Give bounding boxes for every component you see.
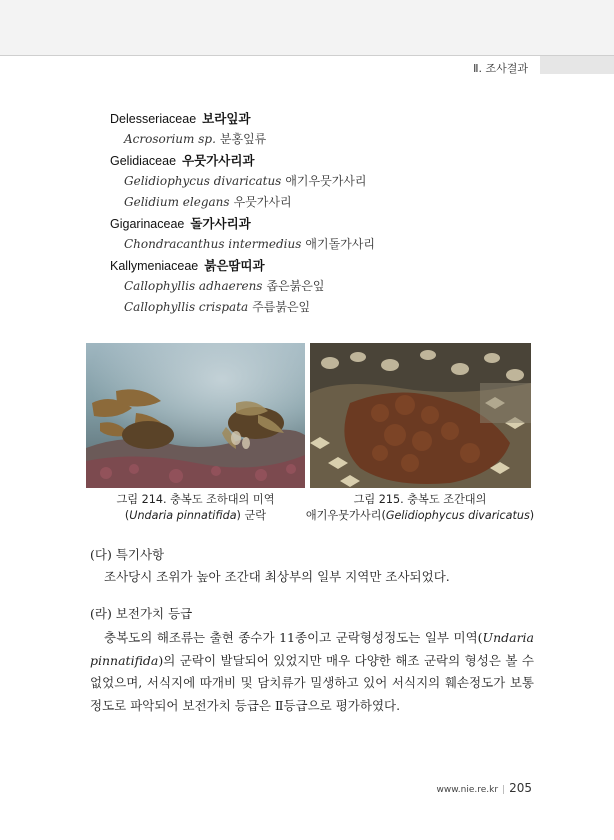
family-sci-name: Delesseriaceae bbox=[110, 112, 197, 126]
species-kor-name: 분홍잎류 bbox=[219, 132, 267, 146]
family-sci-name: Gigarinaceae bbox=[110, 217, 185, 231]
conservation-heading: (라) 보전가치 등급 bbox=[90, 606, 193, 621]
species-kor-name: 주름붉은잎 bbox=[252, 300, 311, 314]
family-kor-name: 붉은땀띠과 bbox=[204, 258, 265, 273]
species-sci-name: Chondracanthus intermedius bbox=[124, 237, 302, 251]
family-sci-name: Kallymeniaceae bbox=[110, 259, 199, 273]
caption-text: ) 군락 bbox=[236, 509, 267, 522]
caption-text: ) bbox=[529, 509, 535, 522]
species-kor-name: 우뭇가사리 bbox=[233, 195, 292, 209]
figure-caption-215 bbox=[300, 492, 540, 524]
caption-sci-name: Gelidiophycus divaricatus bbox=[385, 509, 530, 522]
page-number: 205 bbox=[509, 781, 532, 795]
species-sci-name: Gelidiophycus divaricatus bbox=[124, 174, 282, 188]
family-sci-name: Gelidiaceae bbox=[110, 154, 177, 168]
section-label: Ⅱ. 조사결과 bbox=[473, 62, 528, 75]
header-band bbox=[0, 0, 614, 56]
caption-line bbox=[86, 508, 305, 524]
species-sci-name: Callophyllis crispata bbox=[124, 300, 249, 314]
caption-line: 그림 214. 충복도 조하대의 미역 bbox=[116, 493, 275, 506]
paragraph-sci-name: Undaria pinnatifida bbox=[90, 630, 534, 668]
species-kor-name: 애기돌가사리 bbox=[305, 237, 375, 251]
species-row bbox=[110, 129, 550, 150]
family-row bbox=[110, 255, 550, 276]
caption-sci-name: Undaria pinnatifida bbox=[129, 509, 237, 522]
caption-text: 애기우뭇가사리( bbox=[305, 509, 386, 522]
paragraph-text: )의 군락이 발달되어 있었지만 매우 다양한 해조 군락의 형성은 볼 수 없었으며, 서식지에 따개비 및 담치류가 밀생하고 있어 서식지의 훼손정도가 보통 정도로 파악되어 보전가치 등급은 Ⅱ등급으로 평가하였다. bbox=[90, 652, 534, 713]
page-footer bbox=[437, 781, 533, 795]
header-divider bbox=[0, 55, 614, 56]
caption-line: 그림 215. 충복도 조간대의 bbox=[353, 493, 487, 506]
species-sci-name: Callophyllis adhaerens bbox=[124, 279, 263, 293]
family-kor-name: 우뭇가사리과 bbox=[182, 153, 255, 168]
paragraph-text: 충복도의 해조류는 출현 종수가 11종이고 군락형성정도는 일부 미역( bbox=[104, 630, 483, 645]
species-sci-name: Acrosorium sp. bbox=[124, 132, 216, 146]
caption-text: ( bbox=[124, 509, 130, 522]
family-row bbox=[110, 108, 550, 129]
family-kor-name: 보라잎과 bbox=[202, 111, 251, 126]
photo-subtidal-undaria bbox=[86, 343, 305, 488]
species-row bbox=[110, 234, 550, 255]
species-row bbox=[110, 276, 550, 297]
species-kor-name: 애기우뭇가사리 bbox=[285, 174, 367, 188]
footer-separator: | bbox=[502, 785, 506, 795]
conservation-paragraph bbox=[90, 627, 534, 717]
species-row bbox=[110, 171, 550, 192]
photo-intertidal-gelidiophycus bbox=[310, 343, 531, 488]
species-sci-name: Gelidium elegans bbox=[124, 195, 230, 209]
figure-caption-214 bbox=[86, 492, 305, 524]
species-kor-name: 좁은붉은잎 bbox=[266, 279, 325, 293]
family-row bbox=[110, 150, 550, 171]
species-row bbox=[110, 297, 550, 318]
species-row bbox=[110, 192, 550, 213]
caption-line bbox=[300, 508, 540, 524]
family-kor-name: 돌가사리과 bbox=[190, 216, 251, 231]
underwater-photo-illustration bbox=[86, 343, 305, 488]
footer-url: www.nie.re.kr bbox=[436, 785, 499, 795]
notes-heading: (다) 특기사항 bbox=[90, 547, 165, 562]
notes-paragraph: 조사당시 조위가 높아 조간대 최상부의 일부 지역만 조사되었다. bbox=[104, 569, 450, 584]
section-tab bbox=[540, 56, 614, 74]
intertidal-photo-illustration bbox=[310, 343, 531, 488]
taxon-list bbox=[110, 108, 550, 318]
family-row bbox=[110, 213, 550, 234]
